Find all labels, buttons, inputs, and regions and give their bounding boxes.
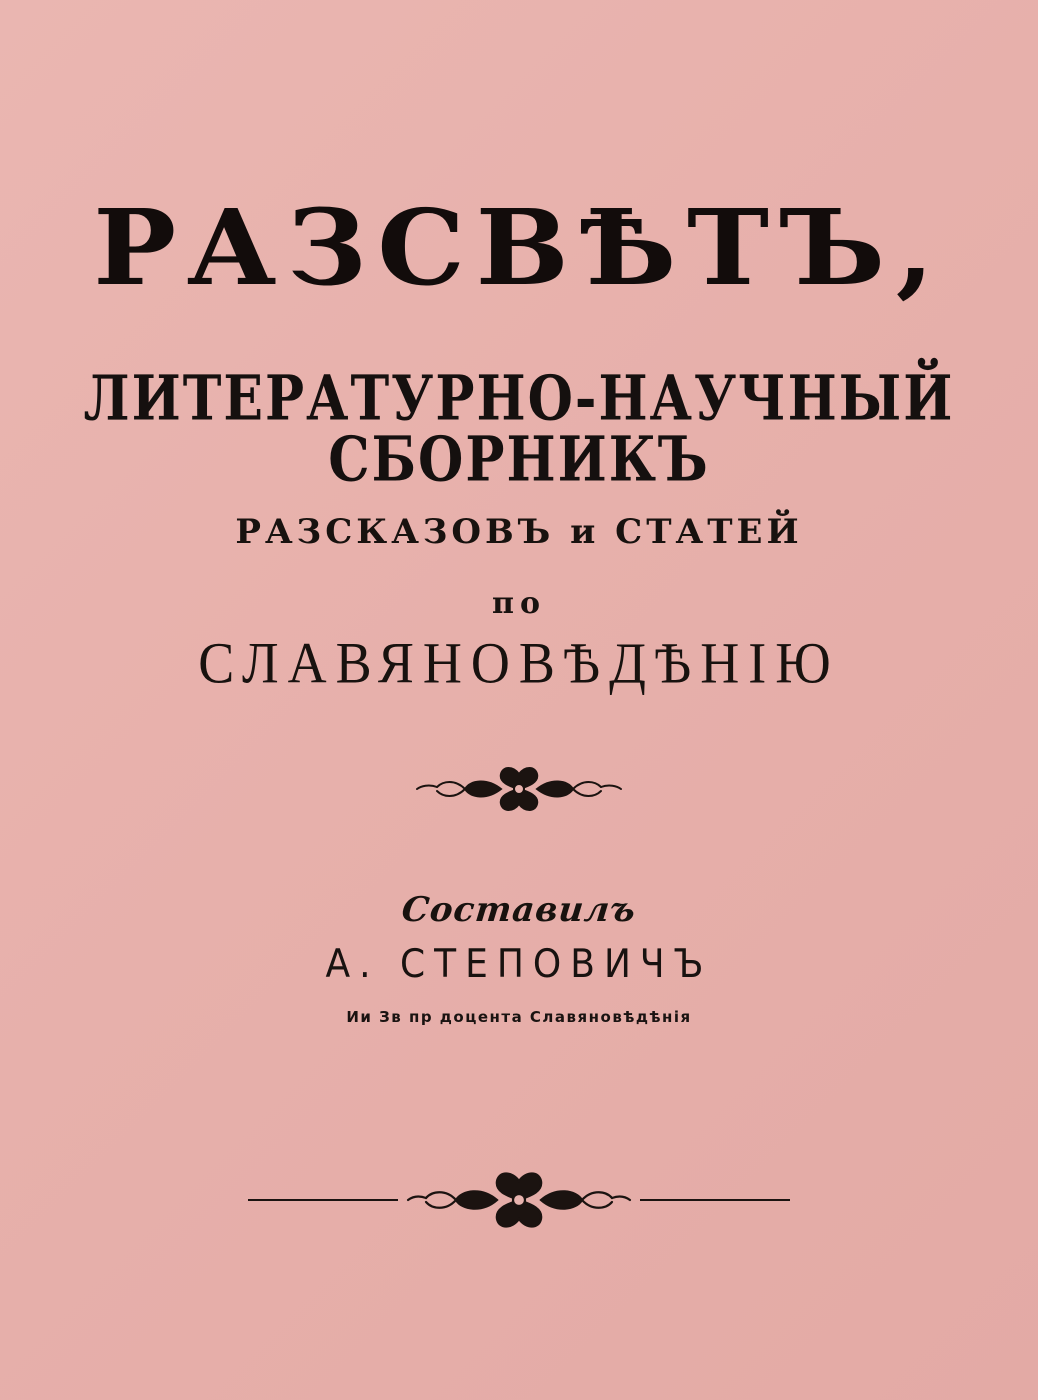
author-role: Ии Зв пр доцента Славяновѣдѣнія — [346, 1008, 692, 1026]
subtitle-primary: ЛИТЕРАТУРНО-НАУЧНЫЙ СБОРНИКЪ — [83, 362, 955, 497]
bottom-divider — [0, 1160, 1038, 1240]
page-title: РАЗСВѢТЪ, — [93, 186, 945, 309]
subtitle-discipline: СЛАВЯНОВѢДѢНІЮ — [198, 630, 840, 696]
floral-ornament-icon — [0, 762, 1038, 821]
author-name: А. СТЕПОВИЧЪ — [325, 941, 713, 988]
divider-line-right — [640, 1199, 790, 1201]
subtitle-secondary: РАЗСКАЗОВЪ и СТАТЕЙ — [235, 512, 803, 552]
subtitle-preposition: по — [492, 586, 546, 621]
floral-rule-ornament-icon — [404, 1165, 634, 1235]
compiled-by-label: Составилъ — [399, 890, 639, 930]
divider-line-left — [248, 1199, 398, 1201]
